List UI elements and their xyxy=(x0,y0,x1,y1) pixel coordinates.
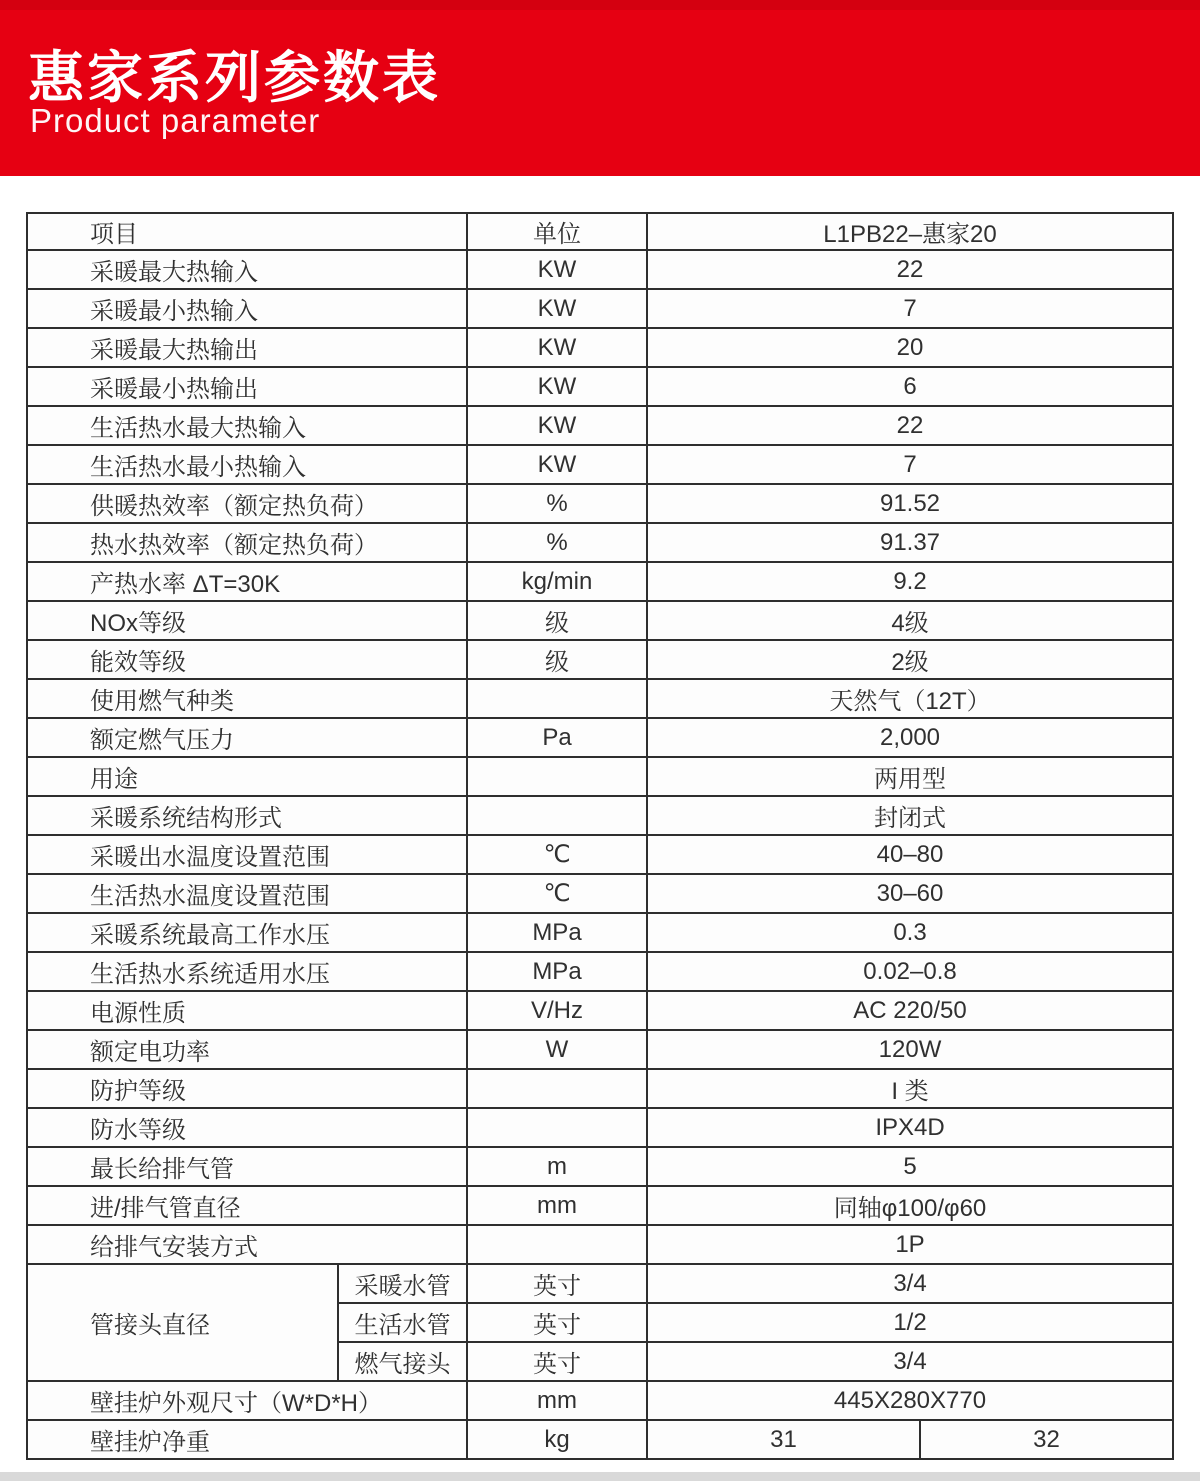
param-value: 20 xyxy=(647,328,1173,367)
param-unit: mm xyxy=(467,1186,647,1225)
param-unit: % xyxy=(467,484,647,523)
param-value-left: 31 xyxy=(647,1420,920,1459)
param-sub-name: 采暖水管 xyxy=(338,1264,467,1303)
parameter-table xyxy=(26,212,1174,1460)
param-name: 生活热水最小热输入 xyxy=(27,445,467,484)
param-unit: MPa xyxy=(467,913,647,952)
param-value: 7 xyxy=(647,445,1173,484)
param-unit: % xyxy=(467,523,647,562)
param-name: 生活热水最大热输入 xyxy=(27,406,467,445)
param-unit xyxy=(467,679,647,718)
page-title: 惠家系列参数表 xyxy=(28,46,441,109)
param-name: 采暖系统最高工作水压 xyxy=(27,913,467,952)
param-sub-name: 燃气接头 xyxy=(338,1342,467,1381)
column-header-item: 项目 xyxy=(27,213,467,250)
table-row xyxy=(27,1420,1173,1459)
param-name: 给排气安装方式 xyxy=(27,1225,467,1264)
param-value: 0.02–0.8 xyxy=(647,952,1173,991)
table-row xyxy=(27,1108,1173,1147)
table-row xyxy=(27,250,1173,289)
param-value: 30–60 xyxy=(647,874,1173,913)
param-value: I 类 xyxy=(647,1069,1173,1108)
table-row xyxy=(27,640,1173,679)
param-value: 0.3 xyxy=(647,913,1173,952)
param-name: NOx等级 xyxy=(27,601,467,640)
param-unit: KW xyxy=(467,367,647,406)
table-row xyxy=(27,679,1173,718)
param-name: 最长给排气管 xyxy=(27,1147,467,1186)
column-header-unit: 单位 xyxy=(467,213,647,250)
param-value: 5 xyxy=(647,1147,1173,1186)
header-band xyxy=(0,0,1200,176)
table-row xyxy=(27,718,1173,757)
table-row xyxy=(27,835,1173,874)
param-name: 用途 xyxy=(27,757,467,796)
table-header xyxy=(27,213,1173,250)
param-name: 产热水率 ΔT=30K xyxy=(27,562,467,601)
table-row xyxy=(27,796,1173,835)
param-value: 9.2 xyxy=(647,562,1173,601)
param-value: 2级 xyxy=(647,640,1173,679)
param-unit: KW xyxy=(467,445,647,484)
table-row xyxy=(27,913,1173,952)
param-name: 热水热效率（额定热负荷） xyxy=(27,523,467,562)
param-value: 天然气（12T） xyxy=(647,679,1173,718)
table-header-row xyxy=(27,213,1173,250)
param-unit xyxy=(467,796,647,835)
param-unit: kg/min xyxy=(467,562,647,601)
param-value: 445X280X770 xyxy=(647,1381,1173,1420)
param-name: 生活热水温度设置范围 xyxy=(27,874,467,913)
param-unit: 级 xyxy=(467,640,647,679)
table-row xyxy=(27,1147,1173,1186)
table-body-special xyxy=(27,1264,1173,1459)
table-row xyxy=(27,757,1173,796)
param-unit: kg xyxy=(467,1420,647,1459)
table-row xyxy=(27,1381,1173,1420)
table-row xyxy=(27,1186,1173,1225)
param-value: 1/2 xyxy=(647,1303,1173,1342)
param-unit: KW xyxy=(467,289,647,328)
table-row xyxy=(27,1030,1173,1069)
header-top-strip xyxy=(0,0,1200,10)
param-name: 额定电功率 xyxy=(27,1030,467,1069)
table-row xyxy=(27,523,1173,562)
next-section-edge xyxy=(0,1472,1200,1481)
param-name: 进/排气管直径 xyxy=(27,1186,467,1225)
param-value: 7 xyxy=(647,289,1173,328)
param-name: 壁挂炉净重 xyxy=(27,1420,467,1459)
table-row xyxy=(27,1069,1173,1108)
table-row xyxy=(27,328,1173,367)
table-row xyxy=(27,289,1173,328)
column-header-model: L1PB22–惠家20 xyxy=(647,213,1173,250)
table-row xyxy=(27,406,1173,445)
param-name: 采暖出水温度设置范围 xyxy=(27,835,467,874)
param-name: 采暖最小热输出 xyxy=(27,367,467,406)
param-unit: W xyxy=(467,1030,647,1069)
table-row xyxy=(27,367,1173,406)
param-unit xyxy=(467,757,647,796)
table-row xyxy=(27,484,1173,523)
param-value: 91.52 xyxy=(647,484,1173,523)
param-value-right: 32 xyxy=(920,1420,1173,1459)
table-row xyxy=(27,1264,1173,1303)
param-value: 2,000 xyxy=(647,718,1173,757)
param-name: 采暖系统结构形式 xyxy=(27,796,467,835)
param-name: 电源性质 xyxy=(27,991,467,1030)
table-row xyxy=(27,601,1173,640)
param-unit: 英寸 xyxy=(467,1264,647,1303)
page-subtitle: Product parameter xyxy=(30,102,321,139)
table-row xyxy=(27,952,1173,991)
param-unit: MPa xyxy=(467,952,647,991)
param-unit xyxy=(467,1108,647,1147)
param-value: 91.37 xyxy=(647,523,1173,562)
param-value: 同轴φ100/φ60 xyxy=(647,1186,1173,1225)
param-value: 6 xyxy=(647,367,1173,406)
param-unit: KW xyxy=(467,250,647,289)
param-name: 防水等级 xyxy=(27,1108,467,1147)
param-value: AC 220/50 xyxy=(647,991,1173,1030)
param-name: 生活热水系统适用水压 xyxy=(27,952,467,991)
param-unit: mm xyxy=(467,1381,647,1420)
param-unit xyxy=(467,1225,647,1264)
param-value: 3/4 xyxy=(647,1264,1173,1303)
param-value: 1P xyxy=(647,1225,1173,1264)
param-unit: V/Hz xyxy=(467,991,647,1030)
param-unit: 英寸 xyxy=(467,1303,647,1342)
param-value: 4级 xyxy=(647,601,1173,640)
param-unit: KW xyxy=(467,328,647,367)
param-name: 额定燃气压力 xyxy=(27,718,467,757)
param-value: IPX4D xyxy=(647,1108,1173,1147)
param-name: 采暖最小热输入 xyxy=(27,289,467,328)
param-name: 壁挂炉外观尺寸（W*D*H） xyxy=(27,1381,467,1420)
table-body xyxy=(27,250,1173,1264)
param-unit: Pa xyxy=(467,718,647,757)
param-sub-name: 生活水管 xyxy=(338,1303,467,1342)
param-name: 能效等级 xyxy=(27,640,467,679)
param-name: 供暖热效率（额定热负荷） xyxy=(27,484,467,523)
param-value: 22 xyxy=(647,406,1173,445)
param-unit: 级 xyxy=(467,601,647,640)
table-row xyxy=(27,445,1173,484)
param-value: 两用型 xyxy=(647,757,1173,796)
table-row xyxy=(27,1225,1173,1264)
table-row xyxy=(27,562,1173,601)
param-unit: 英寸 xyxy=(467,1342,647,1381)
param-value: 封闭式 xyxy=(647,796,1173,835)
param-unit xyxy=(467,1069,647,1108)
param-name: 采暖最大热输出 xyxy=(27,328,467,367)
param-unit: KW xyxy=(467,406,647,445)
table-row xyxy=(27,991,1173,1030)
param-name: 使用燃气种类 xyxy=(27,679,467,718)
param-name: 采暖最大热输入 xyxy=(27,250,467,289)
param-unit: ℃ xyxy=(467,835,647,874)
param-name: 防护等级 xyxy=(27,1069,467,1108)
param-value: 3/4 xyxy=(647,1342,1173,1381)
param-value: 22 xyxy=(647,250,1173,289)
param-unit: m xyxy=(467,1147,647,1186)
param-group-label: 管接头直径 xyxy=(27,1264,338,1381)
table-row xyxy=(27,874,1173,913)
param-unit: ℃ xyxy=(467,874,647,913)
param-value: 120W xyxy=(647,1030,1173,1069)
param-value: 40–80 xyxy=(647,835,1173,874)
